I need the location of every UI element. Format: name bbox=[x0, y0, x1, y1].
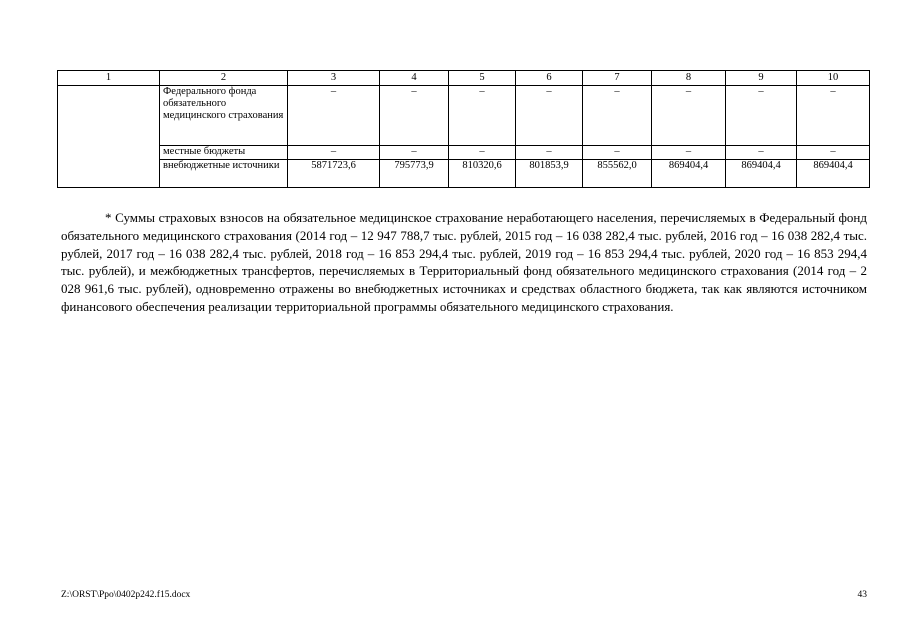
table-cell: – bbox=[652, 86, 726, 146]
table-cell: – bbox=[449, 146, 516, 160]
budget-table bbox=[57, 70, 870, 188]
table-header-row bbox=[58, 71, 870, 86]
page-number: 43 bbox=[857, 590, 867, 600]
table-cell: – bbox=[652, 146, 726, 160]
table-cell: – bbox=[797, 146, 870, 160]
table-cell: – bbox=[288, 146, 380, 160]
table-cell: – bbox=[449, 86, 516, 146]
header-cell: 7 bbox=[583, 71, 652, 86]
table-cell: – bbox=[583, 146, 652, 160]
table-row bbox=[58, 146, 870, 160]
table-cell: – bbox=[380, 86, 449, 146]
header-cell: 3 bbox=[288, 71, 380, 86]
table-cell: – bbox=[583, 86, 652, 146]
footer-file-path: Z:\ORST\Ppo\0402p242.f15.docx bbox=[61, 590, 191, 600]
table-cell: 869404,4 bbox=[797, 160, 870, 188]
table-row bbox=[58, 86, 870, 146]
header-cell: 2 bbox=[160, 71, 288, 86]
table-cell: – bbox=[380, 146, 449, 160]
table-cell: 869404,4 bbox=[726, 160, 797, 188]
table-cell: – bbox=[288, 86, 380, 146]
table-cell: 810320,6 bbox=[449, 160, 516, 188]
header-cell: 6 bbox=[516, 71, 583, 86]
footnote-paragraph: * Суммы страховых взносов на обязательное медицинское страхование неработающего населения, перечисляемых в Федеральный фонд обязательного медицинского страхования (2014 год – 12 947 788,7 тыс. рублей, 2015 год – 16 038 282,4 тыс. рублей, 2016 год – 16 038 282,4 тыс. рублей, 2017 год – 16 038 282,4 тыс. рублей, 2018 год – 16 853 294,4 тыс. рублей, 2019 год – 16 853 294,4 тыс. рублей, 2020 год – 16 853 294,4 тыс. рублей), и межбюджетных трансфертов, перечисляемых в Территориальный фонд обязательного медицинского страхования (2014 год – 2 028 961,6 тыс. рублей), одновременно отражены во внебюджетных источниках и средствах областного бюджета, так как являются источником финансового обеспечения реализации территориальной программы обязательного медицинского страхования. bbox=[61, 210, 867, 314]
header-cell: 9 bbox=[726, 71, 797, 86]
header-cell: 8 bbox=[652, 71, 726, 86]
table-cell: – bbox=[726, 86, 797, 146]
row-label: внебюджетные источники bbox=[160, 160, 288, 188]
header-cell: 5 bbox=[449, 71, 516, 86]
empty-cell bbox=[58, 86, 160, 188]
table-cell: – bbox=[797, 86, 870, 146]
table-cell: 795773,9 bbox=[380, 160, 449, 188]
table-cell: 5871723,6 bbox=[288, 160, 380, 188]
table-cell: 869404,4 bbox=[652, 160, 726, 188]
table-cell: – bbox=[726, 146, 797, 160]
table-row bbox=[58, 160, 870, 188]
table-cell: 855562,0 bbox=[583, 160, 652, 188]
row-label: местные бюджеты bbox=[160, 146, 288, 160]
row-label: Федерального фонда обязательного медицинского страхования bbox=[160, 86, 288, 146]
table-cell: 801853,9 bbox=[516, 160, 583, 188]
header-cell: 1 bbox=[58, 71, 160, 86]
header-cell: 10 bbox=[797, 71, 870, 86]
table-cell: – bbox=[516, 146, 583, 160]
table-cell: – bbox=[516, 86, 583, 146]
header-cell: 4 bbox=[380, 71, 449, 86]
